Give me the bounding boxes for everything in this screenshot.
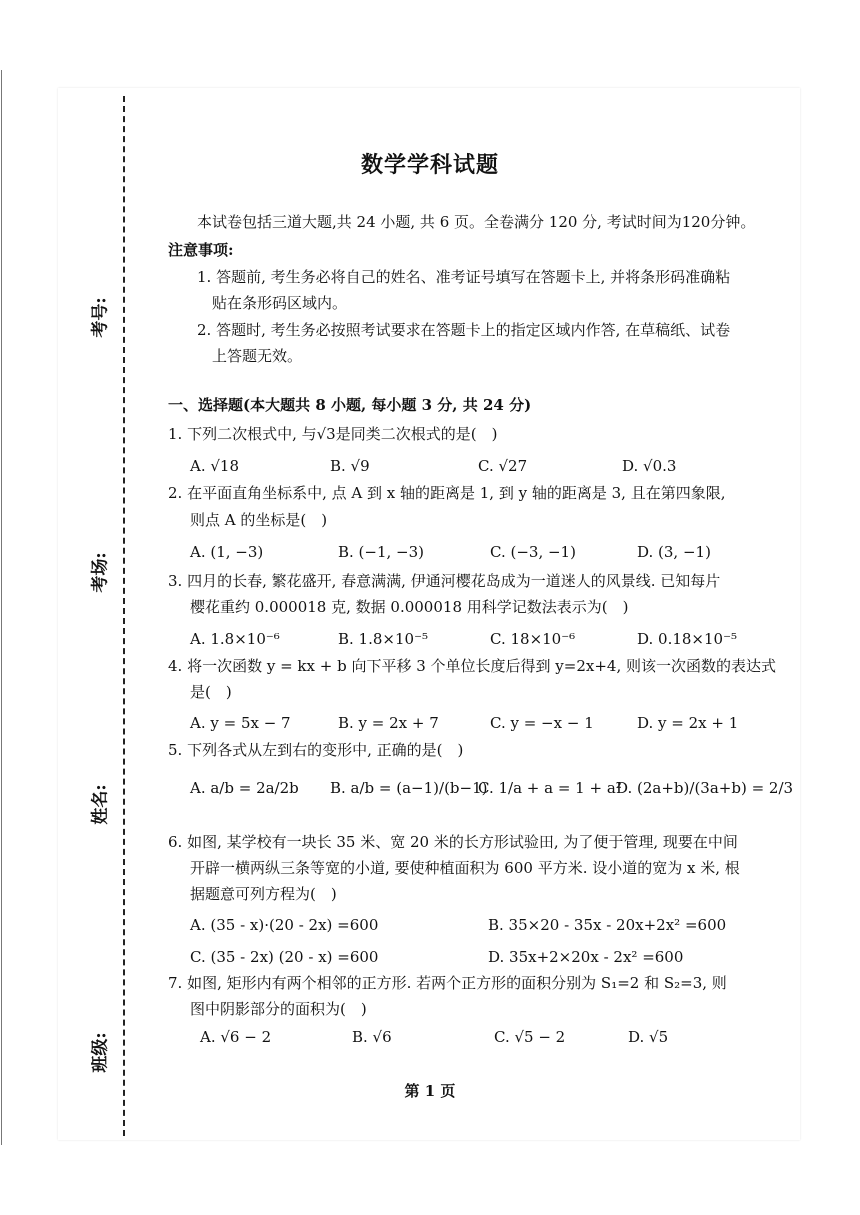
notice-heading: 注意事项:: [168, 241, 234, 259]
option-c: C. 18×10⁻⁶: [490, 630, 576, 648]
option-b: B. 1.8×10⁻⁵: [338, 630, 428, 648]
option-a: A. 1.8×10⁻⁶: [190, 630, 280, 648]
option-a: A. √18: [190, 457, 240, 475]
question-stem: 图中阴影部分的面积为( ): [190, 1000, 367, 1018]
page-title: 数学学科试题: [360, 153, 499, 178]
option-c: C. (35 - 2x) (20 - x) =600: [190, 948, 379, 966]
side-label-class: 班级:: [90, 1032, 111, 1073]
option-d: D. y = 2x + 1: [637, 714, 739, 732]
question-stem: 2. 在平面直角坐标系中, 点 A 到 x 轴的距离是 1, 到 y 轴的距离是 3, 且在第四象限,: [168, 484, 726, 502]
option-a: A. √6 − 2: [200, 1028, 272, 1046]
question-stem: 3. 四月的长春, 繁花盛开, 春意满满, 伊通河樱花岛成为一道迷人的风景线. 已知每片: [168, 572, 721, 590]
option-a: A. (35 - x)·(20 - 2x) =600: [190, 916, 379, 934]
question-stem: 4. 将一次函数 y = kx + b 向下平移 3 个单位长度后得到 y=2x+4, 则该一次函数的表达式: [168, 657, 776, 675]
binding-dashed-line: [123, 96, 125, 1136]
section-heading: 一、选择题(本大题共 8 小题, 每小题 3 分, 共 24 分): [168, 396, 532, 414]
option-d: D. (3, −1): [637, 543, 711, 561]
note-line: 1. 答题前, 考生务必将自己的姓名、准考证号填写在答题卡上, 并将条形码准确粘: [197, 268, 731, 286]
side-label-exam-no: 考号:: [90, 297, 111, 338]
note-line: 贴在条形码区域内。: [212, 294, 348, 312]
option-c: C. (−3, −1): [490, 543, 576, 561]
option-a: A. a/b = 2a/2b: [190, 779, 299, 797]
option-a: A. y = 5x − 7: [190, 714, 291, 732]
option-d: D. (2a+b)/(3a+b) = 2/3: [616, 779, 794, 797]
question-stem: 是( ): [190, 683, 232, 701]
question-stem: 据题意可列方程为( ): [190, 885, 337, 903]
note-line: 上答题无效。: [212, 347, 303, 365]
side-label-room: 考场:: [90, 552, 111, 593]
option-c: C. y = −x − 1: [490, 714, 594, 732]
option-b: B. √9: [330, 457, 370, 475]
option-d: D. √0.3: [622, 457, 677, 475]
side-label-name: 姓名:: [90, 784, 111, 825]
question-stem: 则点 A 的坐标是( ): [190, 511, 328, 529]
option-c: C. √5 − 2: [494, 1028, 566, 1046]
note-line: 2. 答题时, 考生务必按照考试要求在答题卡上的指定区域内作答, 在草稿纸、试卷: [197, 321, 731, 339]
page-number: 第 1 页: [404, 1082, 456, 1100]
intro-text: 本试卷包括三道大题,共 24 小题, 共 6 页。全卷满分 120 分, 考试时间为120分钟。: [197, 213, 756, 231]
question-stem: 1. 下列二次根式中, 与√3是同类二次根式的是( ): [168, 425, 498, 443]
option-d: D. √5: [628, 1028, 669, 1046]
question-stem: 5. 下列各式从左到右的变形中, 正确的是( ): [168, 741, 464, 759]
option-b: B. √6: [352, 1028, 392, 1046]
option-c: C. 1/a + a = 1 + a²: [478, 779, 622, 797]
option-b: B. y = 2x + 7: [338, 714, 439, 732]
option-b: B. (−1, −3): [338, 543, 425, 561]
option-b: B. a/b = (a−1)/(b−1): [330, 779, 488, 797]
question-stem: 6. 如图, 某学校有一块长 35 米、宽 20 米的长方形试验田, 为了便于管理, 现要在中间: [168, 833, 738, 851]
option-d: D. 35x+2×20x - 2x² =600: [488, 948, 684, 966]
option-a: A. (1, −3): [190, 543, 264, 561]
option-b: B. 35×20 - 35x - 20x+2x² =600: [488, 916, 727, 934]
option-c: C. √27: [478, 457, 528, 475]
question-stem: 7. 如图, 矩形内有两个相邻的正方形. 若两个正方形的面积分别为 S₁=2 和 S₂=3, 则: [168, 974, 727, 992]
option-d: D. 0.18×10⁻⁵: [637, 630, 738, 648]
scan-edge: [1, 70, 2, 1145]
question-stem: 开辟一横两纵三条等宽的小道, 要使种植面积为 600 平方米. 设小道的宽为 x 米, 根: [190, 859, 740, 877]
question-stem: 樱花重约 0.000018 克, 数据 0.000018 用科学记数法表示为( ): [190, 598, 629, 616]
